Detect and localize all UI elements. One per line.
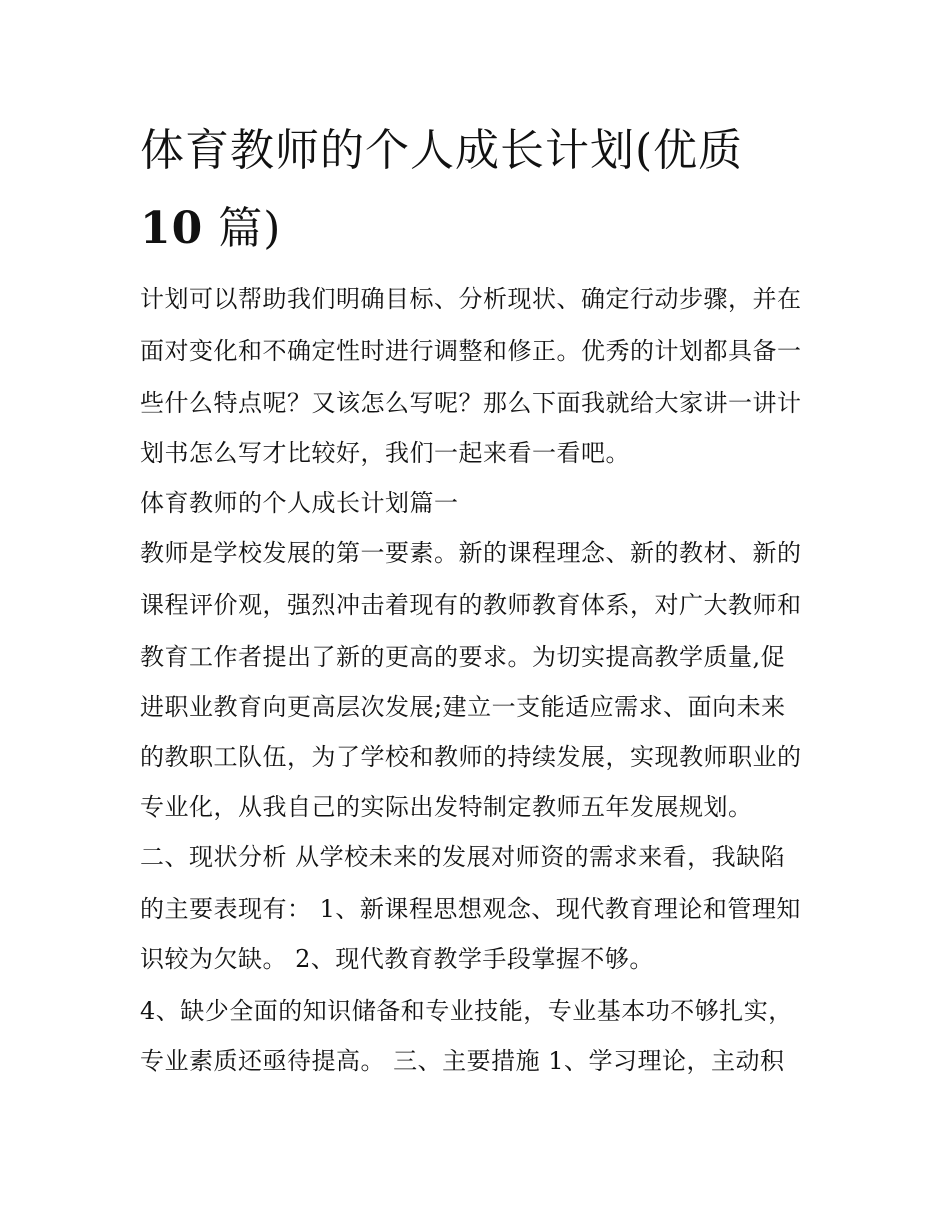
body-line: 专业素质还亟待提高。 三、主要措施 1、学习理论，主动积 [140,1047,785,1075]
body-line: 些什么特点呢？又该怎么写呢？那么下面我就给大家讲一讲计 [140,389,802,417]
title-line-1: 体育教师的个人成长计划(优质 [140,125,744,176]
body-line: 教育工作者提出了新的更高的要求。为切实提高教学质量,促 [140,643,786,671]
body-line: 划书怎么写才比较好，我们一起来看一看吧。 [140,439,630,467]
section-heading: 体育教师的个人成长计划篇一 [140,489,459,517]
body-line: 识较为欠缺。 2、现代教育教学手段掌握不够。 [140,945,654,973]
document-title [140,112,820,268]
body-line: 的教职工队伍，为了学校和教师的持续发展，实现教师职业的 [140,743,802,771]
body-line: 教师是学校发展的第一要素。新的课程理念、新的教材、新的 [140,539,802,567]
body-line: 进职业教育向更高层次发展;建立一支能适应需求、面向未来 [140,693,786,721]
body-line: 计划可以帮助我们明确目标、分析现状、确定行动步骤，并在 [140,285,802,313]
title-number: 10 [140,203,204,254]
body-line: 面对变化和不确定性时进行调整和修正。优秀的计划都具备一 [140,337,802,365]
title-line-2-rest: 篇) [203,203,282,254]
body-line: 4、缺少全面的知识储备和专业技能，专业基本功不够扎实， [140,997,793,1025]
body-line: 二、现状分析 从学校未来的发展对师资的需求来看，我缺陷 [140,843,786,871]
body-line: 专业化，从我自己的实际出发特制定教师五年发展规划。 [140,793,753,821]
body-line: 的主要表现有： 1、新课程思想观念、现代教育理论和管理知 [140,895,801,923]
body-line: 课程评价观，强烈冲击着现有的教师教育体系，对广大教师和 [140,591,802,619]
